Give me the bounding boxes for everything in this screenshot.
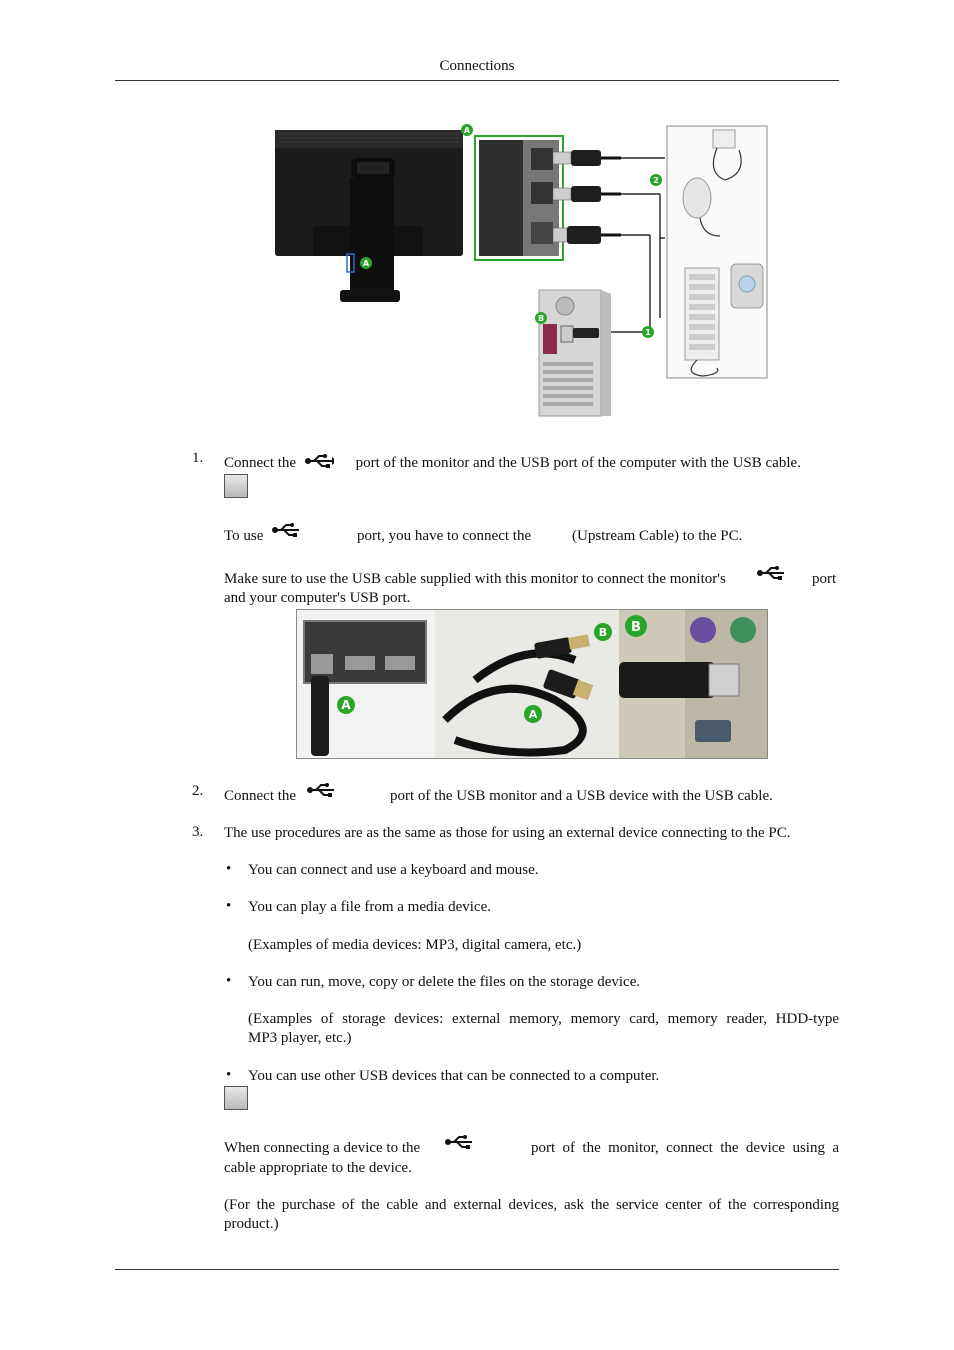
- usb-icon: [306, 783, 336, 797]
- photo-label-b2: B: [631, 620, 641, 635]
- step-1-pre: Connect the: [224, 455, 297, 471]
- note1-make-sure-post: port: [812, 571, 837, 587]
- label-2-text: 2: [653, 176, 659, 185]
- photo-label-a2: A: [528, 708, 538, 721]
- step-1-number: 1.: [192, 450, 204, 466]
- footer-rule: [115, 1269, 839, 1270]
- step-1-text: [224, 454, 840, 473]
- photo-usb-cable: [435, 610, 619, 758]
- photo-pc-ports: [619, 610, 767, 758]
- bullet-4-text: You can use other USB devices that can be connected to a computer.: [248, 1068, 660, 1084]
- usb-icon: [444, 1135, 474, 1149]
- bullet-dot: •: [226, 973, 232, 989]
- label-1-text: 1: [645, 328, 651, 337]
- page-header-title: Connections: [439, 58, 515, 74]
- note1-make-sure-pre: Make sure to use the USB cable supplied with this monitor to connect the monitor's: [224, 571, 726, 587]
- label-a-text: A: [362, 259, 370, 268]
- usb-cable-photos: [296, 609, 768, 759]
- usb-connection-diagram: [255, 118, 775, 420]
- bullet-3-text: You can run, move, copy or delete the files on the storage device.: [248, 974, 641, 990]
- note2-line1-post: port of the monitor, connect the device using a: [531, 1140, 839, 1156]
- bullet-3-sub2: MP3 player, etc.): [248, 1030, 352, 1046]
- step-2-post: port of the USB monitor and a USB device with the USB cable.: [390, 788, 773, 804]
- bullet-dot: •: [226, 898, 232, 914]
- note1-to-use-mid: port, you have to connect the: [357, 528, 532, 544]
- header-rule: [115, 80, 839, 81]
- photo-label-b: B: [598, 626, 608, 639]
- usb-icon: [304, 454, 334, 468]
- note-icon: [224, 474, 248, 498]
- bullet-1-text: You can connect and use a keyboard and mouse.: [248, 862, 539, 878]
- step-2-number: 2.: [192, 783, 204, 799]
- bullet-dot: •: [226, 861, 232, 877]
- bullet-3-sub1: (Examples of storage devices: external memory, memory card, memory reader, HDD-type: [248, 1011, 839, 1027]
- label-b-text: B: [537, 314, 545, 323]
- note2-line2: cable appropriate to the device.: [224, 1160, 412, 1176]
- note2-para2-line2: product.): [224, 1216, 279, 1232]
- step-3-text: The use procedures are as the same as those for using an external device connecting to the PC.: [224, 825, 791, 841]
- usb-icon: [271, 523, 301, 537]
- note1-make-sure-line2: and your computer's USB port.: [224, 590, 411, 606]
- photo-monitor-ports: [297, 610, 435, 758]
- bullet-2-sub: (Examples of media devices: MP3, digital camera, etc.): [248, 937, 582, 953]
- note-icon: [224, 1086, 248, 1110]
- bullet-2-text: You can play a file from a media device.: [248, 899, 491, 915]
- step-2-pre: Connect the: [224, 788, 297, 804]
- usb-icon: [756, 566, 786, 580]
- step-3-number: 3.: [192, 824, 204, 840]
- photo-label-a: A: [337, 696, 355, 714]
- bullet-dot: •: [226, 1067, 232, 1083]
- svg-text:A: A: [463, 126, 471, 135]
- step-1-post: port of the monitor and the USB port of the computer with the USB cable.: [355, 455, 801, 471]
- note2-line1-pre: When connecting a device to the: [224, 1140, 421, 1156]
- note1-to-use-pre: To use: [224, 528, 264, 544]
- note2-para2-line1: (For the purchase of the cable and external devices, ask the service center of the corresponding: [224, 1197, 839, 1213]
- note1-to-use-post: (Upstream Cable) to the PC.: [572, 528, 743, 544]
